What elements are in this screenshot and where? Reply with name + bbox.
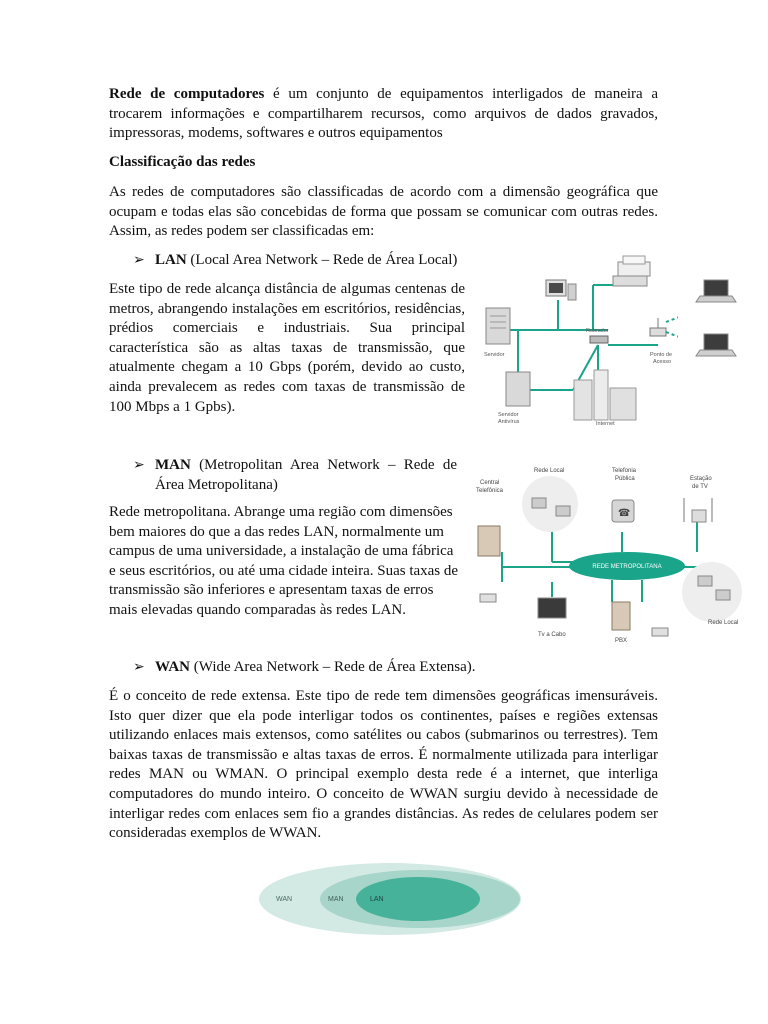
man-title: MAN (Metropolitan Area Network – Rede de Área Metropolitana) (155, 457, 457, 493)
ponto-acesso-label-2: Acesso (653, 359, 672, 365)
lan-scope-label: LAN (370, 896, 384, 903)
classification-heading: Classificação das redes (109, 154, 256, 170)
intro-text: é um conjunto de equipamentos interligados de maneira a trocarem informações e compartilharem recursos, como arquivos de dados gravados, impressoras, modems, softwares e outros equipamentos (109, 86, 658, 142)
roteador-label: Roteador (586, 328, 609, 334)
servidor-antivirus-label-2: Antivírus (498, 419, 520, 425)
man-paragraph: Rede metropolitana. Abrange uma região com dimensões bem maiores do que a das redes LAN, normalmente um campus de uma universidade, a instalação de uma fábrica e seus escritórios, ou até uma cidade inteira. Suas taxas de transmissão são inferiores e apresentam taxas de erros mais elevadas quando comparadas às redes LAN. (109, 504, 459, 618)
arrow-bullet-icon: ➢ (133, 253, 145, 268)
central-label-1: Central (480, 480, 500, 486)
metro-center-label: REDE METROPOLITANA (592, 564, 662, 570)
wan-bullet (133, 658, 476, 678)
wan-scope-label: WAN (276, 896, 293, 903)
intro-paragraph (109, 85, 658, 144)
laptop-icon (696, 334, 736, 356)
man-scope-label: MAN (328, 896, 344, 903)
man-bullet (133, 456, 458, 495)
lan-title: LAN (Local Area Network – Rede de Área Local) (155, 252, 458, 268)
telefonia-label-1: Telefonia (612, 468, 637, 474)
internet-label: Internet (596, 421, 615, 427)
arrow-bullet-icon: ➢ (133, 458, 145, 473)
arrow-bullet-icon: ➢ (133, 660, 145, 675)
central-label-2: Telefônica (476, 488, 504, 494)
wan-paragraph: É o conceito de rede extensa. Este tipo de rede tem dimensões geográficas imensuráveis. Isto quer dizer que ela pode interligar todos os continentes, países e regiões extensas utilizando enlaces mais extensos, como satélites ou cabos (submarinos ou terrestres). Tem baixas taxas de transmissão e altas taxas de erros. É normalmente utilizada para interligar redes MAN ou WMAN. O principal exemplo desta rede é a internet, que interliga computadores do mundo inteiro. O conceito de WWAN surgiu devido à necessidade de interligar redes com enlaces sem fio a grandes distâncias. As redes de celulares podem ser consideradas exemplos de WWAN. (109, 688, 658, 842)
intro-term: Rede de computadores (109, 86, 265, 102)
ponto-acesso-label-1: Ponto de (650, 352, 673, 358)
man-network-diagram (472, 462, 744, 658)
lan-laptops (690, 278, 740, 364)
tv-cabo-label: Tv a Cabo (538, 632, 566, 638)
estacao-label-2: de TV (692, 484, 708, 490)
estacao-label-1: Estação (690, 476, 712, 482)
network-scope-diagram (258, 862, 522, 936)
lan-bullet (133, 251, 457, 271)
rede-local-top-label: Rede Local (534, 468, 565, 474)
telefonia-label-2: Pública (615, 476, 635, 482)
laptop-icon (696, 280, 736, 302)
servidor-label: Servidor (484, 352, 505, 358)
wan-title: WAN (Wide Area Network – Rede de Área Extensa). (155, 659, 476, 675)
pbx-label: PBX (615, 638, 628, 644)
lan-network-diagram (478, 250, 678, 432)
rede-local-right-label: Rede Local (708, 620, 739, 626)
classification-paragraph: As redes de computadores são classificadas de acordo com a dimensão geográfica que ocupam e todas elas são concebidas de forma que possam se comunicar com outras redes. Assim, as redes podem ser classificadas em: (109, 184, 658, 240)
lan-paragraph: Este tipo de rede alcança distância de algumas centenas de metros, abrangendo instalações em escritórios, residências, prédios comerciais e industriais. Sua principal característica são as altas taxas de transmissão, que atualmente chegam a 10 Gbps (porém, devido ao custo, ainda prevalecem as redes com taxas de transmissão de 100 Mbps a 1 Gpbs). (109, 281, 465, 415)
servidor-antivirus-label-1: Servidor (498, 412, 519, 418)
phone-icon: ☎ (618, 508, 631, 519)
